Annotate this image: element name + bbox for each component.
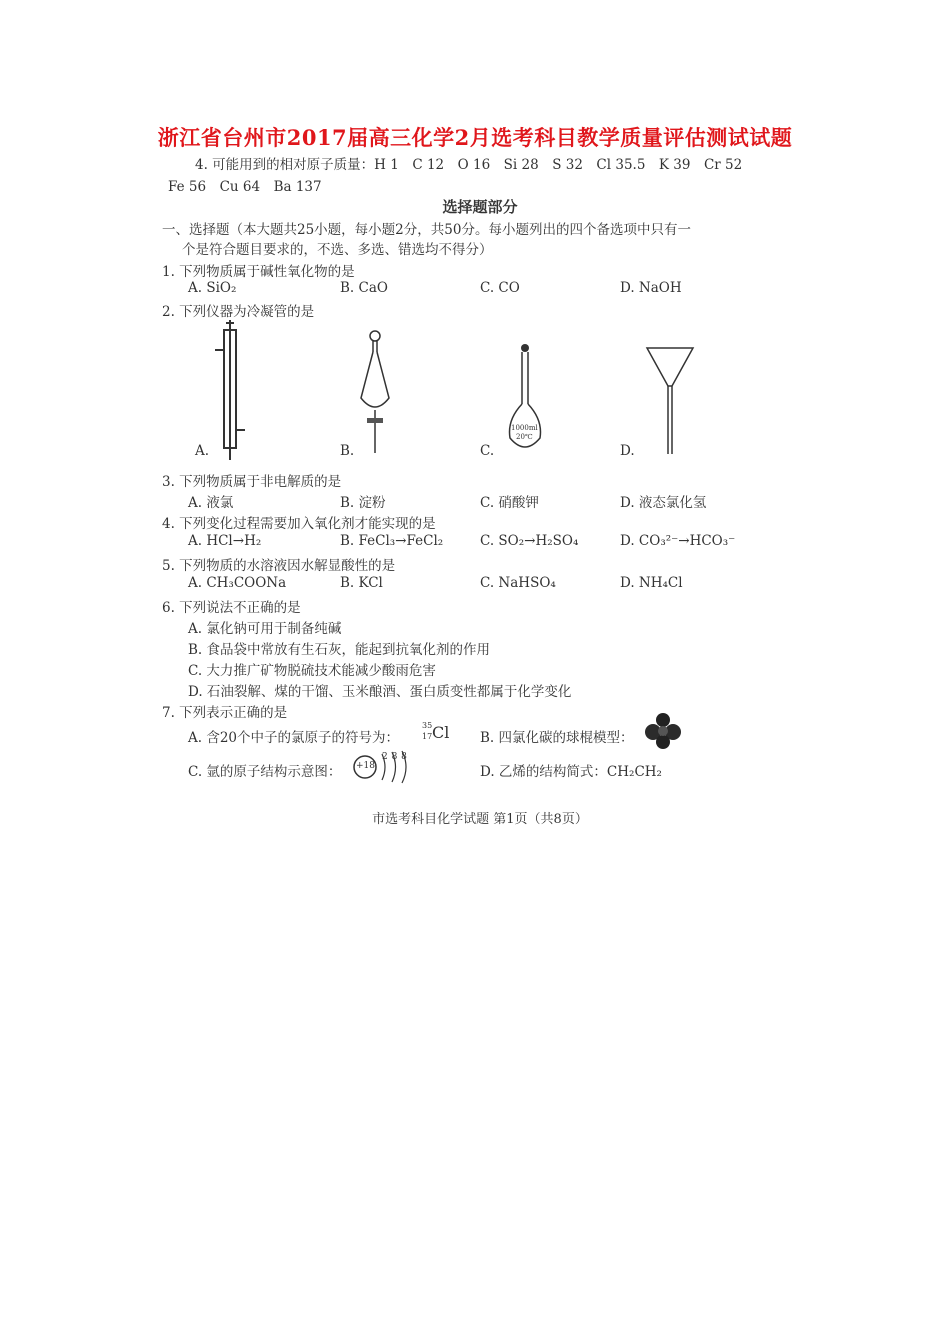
volumetric-flask-icon: [505, 342, 565, 460]
q7-stem: 7. 下列表示正确的是: [162, 705, 288, 721]
argon-nucleus-label: +18: [356, 761, 375, 771]
q5-stem: 5. 下列物质的水溶液因水解显酸性的是: [162, 558, 396, 574]
flask-label-temperature: 20℃: [516, 433, 533, 441]
q2-option-b: B.: [340, 443, 355, 459]
atomic-masses-line1: 4. 可能用到的相对原子质量：H 1 C 12 O 16 Si 28 S 32 Cl 35.5 K 39 Cr 52: [195, 157, 743, 173]
q6-option-c: C. 大力推广矿物脱硫技术能减少酸雨危害: [188, 663, 436, 679]
q3-option-b: B. 淀粉: [340, 495, 386, 511]
q1-stem: 1. 下列物质属于碱性氧化物的是: [162, 264, 355, 280]
q1-option-b: B. CaO: [340, 280, 388, 296]
q7-option-d: D. 乙烯的结构简式：CH₂CH₂: [480, 764, 662, 780]
q4-stem: 4. 下列变化过程需要加入氧化剂才能实现的是: [162, 516, 436, 532]
q5-option-c: C. NaHSO₄: [480, 575, 556, 591]
q3-stem: 3. 下列物质属于非电解质的是: [162, 474, 342, 490]
carbon-tetrachloride-model-icon: [645, 712, 681, 750]
q4-option-d: D. CO₃²⁻→HCO₃⁻: [620, 533, 736, 549]
q5-option-a: A. CH₃COONa: [188, 575, 287, 591]
flask-label-volume: 1000ml: [511, 424, 538, 432]
q2-stem: 2. 下列仪器为冷凝管的是: [162, 304, 315, 320]
document-title: 浙江省台州市2017届高三化学2月选考科目教学质量评估测试试题: [157, 125, 793, 150]
q2-option-c: C.: [480, 443, 495, 459]
q7-option-c: C. 氩的原子结构示意图：: [188, 764, 342, 780]
q5-option-b: B. KCl: [340, 575, 383, 591]
q3-option-a: A. 液氯: [188, 495, 234, 511]
q4-option-b: B. FeCl₃→FeCl₂: [340, 533, 444, 549]
separatory-funnel-icon: [355, 328, 395, 458]
instructions-line2: 个是符合题目要求的，不选、多选、错选均不得分）: [182, 242, 493, 258]
q7-atomic-number: 17: [422, 732, 433, 741]
q6-stem: 6. 下列说法不正确的是: [162, 600, 301, 616]
q1-option-a: A. SiO₂: [188, 280, 237, 296]
q7-option-a: A. 含20个中子的氯原子的符号为：: [188, 730, 400, 746]
instructions-line1: 一、选择题（本大题共25小题，每小题2分，共50分。每小题列出的四个备选项中只有一: [162, 222, 691, 238]
q1-option-c: C. CO: [480, 280, 520, 296]
condenser-icon: [210, 320, 250, 460]
q4-option-a: A. HCl→H₂: [188, 533, 262, 549]
q5-option-d: D. NH₄Cl: [620, 575, 683, 591]
funnel-icon: [645, 346, 695, 456]
q2-option-a: A.: [195, 443, 210, 459]
q1-option-d: D. NaOH: [620, 280, 682, 296]
q7-mass-number: 35: [422, 721, 433, 730]
q6-option-d: D. 石油裂解、煤的干馏、玉米酿酒、蛋白质变性都属于化学变化: [188, 684, 572, 700]
q2-option-d: D.: [620, 443, 635, 459]
section-title: 选择题部分: [442, 198, 518, 216]
page-footer: 市选考科目化学试题 第1页（共8页）: [372, 812, 588, 827]
atomic-masses-line2: Fe 56 Cu 64 Ba 137: [168, 179, 322, 195]
q6-option-b: B. 食品袋中常放有生石灰，能起到抗氧化剂的作用: [188, 642, 491, 658]
q7-option-b: B. 四氯化碳的球棍模型：: [480, 730, 634, 746]
q6-option-a: A. 氯化钠可用于制备纯碱: [188, 621, 342, 637]
q4-option-c: C. SO₂→H₂SO₄: [480, 533, 579, 549]
q3-option-c: C. 硝酸钾: [480, 495, 539, 511]
argon-shell-electrons: 2 8 8: [382, 752, 407, 762]
q3-option-d: D. 液态氯化氢: [620, 495, 707, 511]
q7-chlorine-symbol: Cl: [432, 723, 450, 742]
scanned-exam-page: [150, 150, 810, 840]
